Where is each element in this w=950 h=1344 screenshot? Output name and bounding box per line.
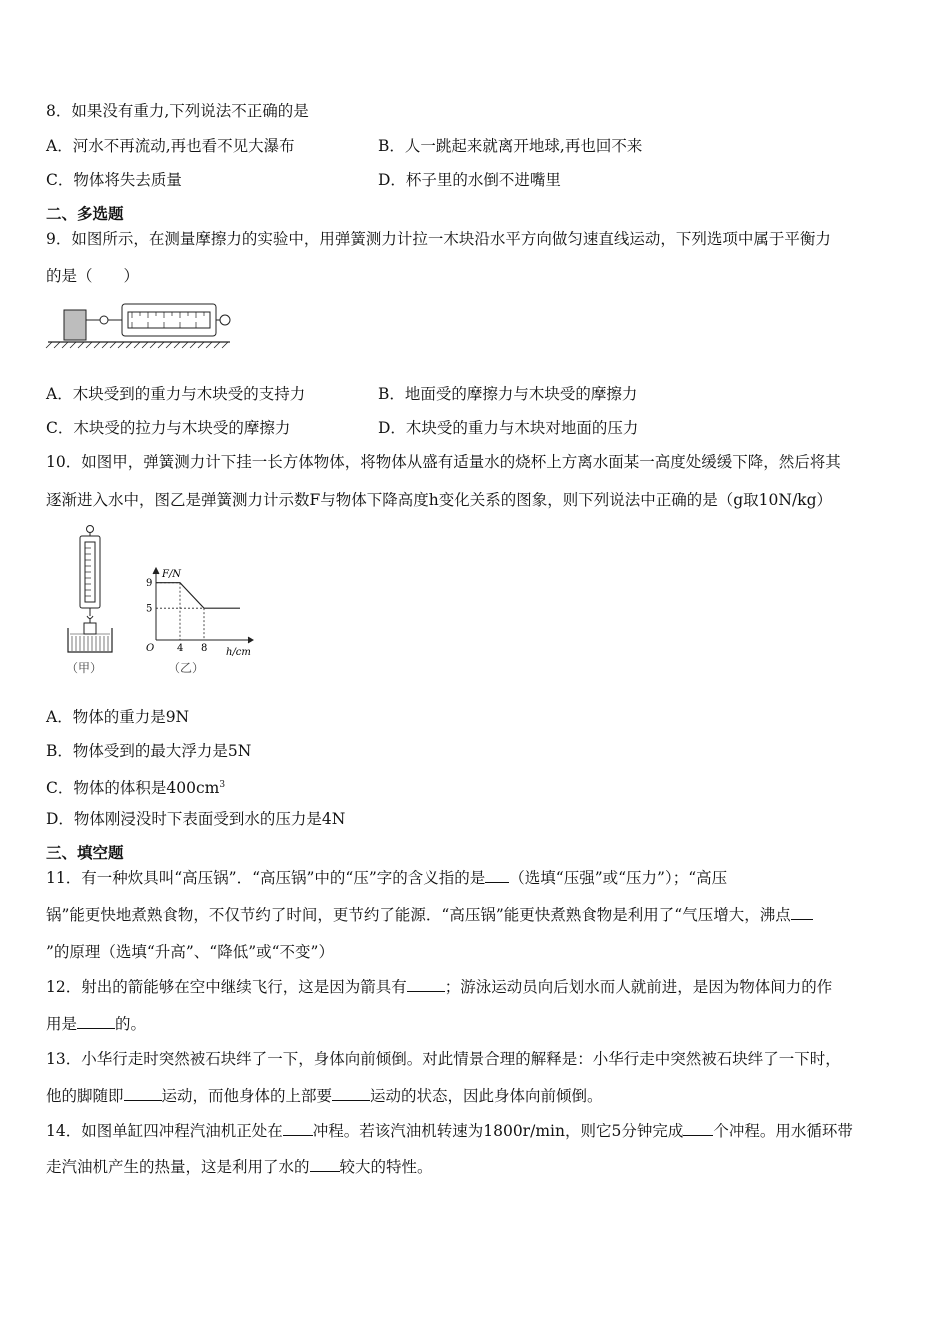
q10-option-c-text: C．物体的体积是400cm <box>46 779 220 798</box>
q12-line1 <box>46 977 832 997</box>
wooden-block <box>64 310 86 340</box>
q9-option-a: A．木块受到的重力与木块受的支持力 <box>46 385 306 403</box>
chart-origin-label: O <box>146 643 155 654</box>
q10-option-b: B．物体受到的最大浮力是5N <box>46 742 252 760</box>
q11-blank-1[interactable] <box>485 868 509 883</box>
q11-line1-text-b: （选填“压强”或“压力”）；“高压 <box>509 869 728 887</box>
spring-scale-body <box>122 304 216 336</box>
q14-line2-text-b: 较大的特性。 <box>339 1158 433 1176</box>
chart-y-axis-label: F/N <box>162 569 182 580</box>
q10-option-d: D．物体刚浸没时下表面受到水的压力是4N <box>46 810 346 828</box>
q12-line1-text-a: 12．射出的箭能够在空中继续飞行，这是因为箭具有 <box>46 978 407 996</box>
q10-option-c-superscript: 3 <box>219 780 226 790</box>
q10-stem-line2: 逐渐进入水中，图乙是弹簧测力计示数F与物体下降高度h变化关系的图象，则下列说法中正确的是（g取10N/kg） <box>46 491 832 509</box>
q8-option-d: D．杯子里的水倒不进嘴里 <box>378 171 561 189</box>
q13-line2-text-c: 运动的状态，因此身体向前倾倒。 <box>370 1087 603 1105</box>
q12-line2-text-a: 用是 <box>46 1015 78 1033</box>
hanging-object <box>84 623 96 634</box>
fig-label-yi: （乙） <box>168 661 205 675</box>
q14-blank-3[interactable] <box>310 1157 340 1172</box>
section-multiple-choice-heading: 二、多选题 <box>46 204 124 223</box>
q9-stem-line1: 9．如图所示，在测量摩擦力的实验中，用弹簧测力计拉一木块沿水平方向做匀速直线运动，下列选项中属于平衡力 <box>46 230 831 248</box>
spring-scale-block-figure <box>44 298 234 352</box>
q12-line2 <box>46 1014 146 1034</box>
q12-blank-1[interactable] <box>407 977 445 992</box>
q8-stem: 8．如果没有重力,下列说法不正确的是 <box>46 102 309 120</box>
q14-line2-text-a: 走汽油机产生的热量，这是利用了水的 <box>46 1158 310 1176</box>
q11-line1-text-a: 11．有一种炊具叫“高压锅”．“高压锅”中的“压”字的含义指的是 <box>46 869 486 887</box>
q13-line1: 13．小华行走时突然被石块绊了一下，身体向前倾倒。对此情景合理的解释是：小华行走中突然被石块绊了一下时， <box>46 1050 841 1068</box>
chart-y-tick-label-1: 5 <box>146 603 153 615</box>
q13-line2-text-a: 他的脚随即 <box>46 1087 124 1105</box>
spring-scale-beaker-figure <box>60 524 120 654</box>
q9-stem-line2: 的是（ ） <box>46 267 140 285</box>
q14-line1-text-b: 冲程。若该汽油机转速为1800r/min，则它5分钟完成 <box>312 1122 684 1140</box>
q9-option-c: C．木块受的拉力与木块受的摩擦力 <box>46 419 291 437</box>
q12-blank-2[interactable] <box>77 1014 115 1029</box>
q14-line1 <box>46 1121 853 1141</box>
q10-option-c <box>46 775 225 798</box>
q8-option-a: A．河水不再流动,再也看不见大瀑布 <box>46 137 295 155</box>
q10-stem-line1: 10．如图甲，弹簧测力计下挂一长方体物体，将物体从盛有适量水的烧杯上方离水面某一高度处缓缓下降，然后将其 <box>46 453 841 471</box>
q13-line2-text-b: 运动，而他身体的上部要 <box>161 1087 333 1105</box>
section-fill-blank-heading: 三、填空题 <box>46 843 124 862</box>
q11-line2 <box>46 905 813 925</box>
q8-option-c: C．物体将失去质量 <box>46 171 182 189</box>
q11-blank-2[interactable] <box>791 905 813 920</box>
q8-option-b: B．人一跳起来就离开地球,再也回不来 <box>378 137 643 155</box>
q14-line1-text-a: 14．如图单缸四冲程汽油机正处在 <box>46 1122 283 1140</box>
q11-line1 <box>46 868 727 888</box>
q11-line3: ”的原理（选填“升高”、“降低”或“不变”） <box>46 943 334 961</box>
q13-blank-2[interactable] <box>332 1086 370 1101</box>
chart-y-tick-label-0: 9 <box>146 578 153 590</box>
q14-blank-2[interactable] <box>683 1121 713 1136</box>
q10-option-a: A．物体的重力是9N <box>46 708 190 726</box>
q13-line2 <box>46 1086 603 1106</box>
q9-option-b: B．地面受的摩擦力与木块受的摩擦力 <box>378 385 638 403</box>
q12-line2-text-b: 的。 <box>115 1015 147 1033</box>
q11-line2-text: 锅”能更快地煮熟食物，不仅节约了时间，更节约了能源．“高压锅”能更快煮熟食物是利用了“气压增大，沸点 <box>46 906 791 924</box>
force-height-chart <box>140 564 260 658</box>
q13-blank-1[interactable] <box>124 1086 162 1101</box>
q14-line1-text-c: 个冲程。用水循环带 <box>713 1122 853 1140</box>
chart-x-tick-label-1: 8 <box>201 643 208 654</box>
chart-x-axis-label: h/cm <box>226 647 251 658</box>
q9-option-d: D．木块受的重力与木块对地面的压力 <box>378 419 639 437</box>
q14-blank-1[interactable] <box>283 1121 313 1136</box>
fig-label-jia: （甲） <box>66 661 103 675</box>
q12-line1-text-b: ；游泳运动员向后划水而人就前进，是因为物体间力的作 <box>444 978 833 996</box>
q14-line2 <box>46 1157 433 1177</box>
chart-series-line <box>156 583 240 608</box>
chart-x-tick-label-0: 4 <box>177 643 184 654</box>
